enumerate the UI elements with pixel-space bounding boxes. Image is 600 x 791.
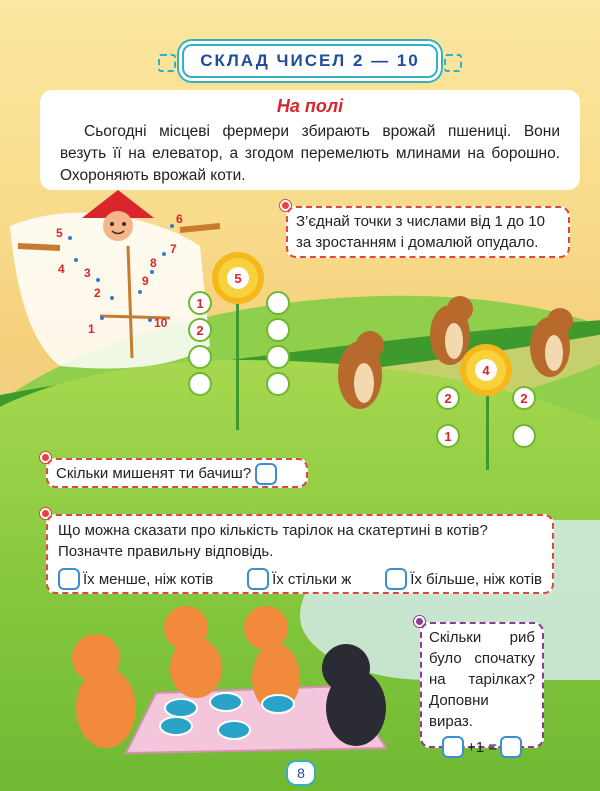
scarecrow-dot-1: 1 [88, 322, 95, 336]
flower-right-right-circle[interactable] [512, 424, 536, 448]
scarecrow-dot-marker [150, 270, 154, 274]
option-more[interactable] [385, 568, 542, 590]
story-card [40, 90, 580, 190]
plates-task [46, 514, 554, 594]
fish-expression-text: +1 = [466, 738, 498, 756]
story-title: На полі [276, 96, 344, 116]
scarecrow-dot-marker [110, 296, 114, 300]
connect-dots-task [286, 206, 570, 258]
scarecrow-dot-marker [138, 290, 142, 294]
flower-right-left-circle[interactable]: 2 [436, 386, 460, 410]
option-checkbox[interactable] [247, 568, 269, 590]
scarecrow-dot-6: 6 [176, 212, 183, 226]
scarecrow-dot-5: 5 [56, 226, 63, 240]
sunflower-stem [236, 290, 239, 430]
flower-left-center: 5 [227, 267, 249, 289]
mice-count-task [46, 458, 308, 488]
sunflower-stem [486, 380, 489, 470]
option-label: Їх більше, ніж котів [410, 570, 542, 588]
sunflower-icon [218, 258, 258, 298]
option-checkbox[interactable] [385, 568, 407, 590]
flower-left-circle[interactable] [188, 372, 212, 396]
option-label: Їх стільки ж [272, 570, 352, 588]
flower-left-circle[interactable]: 2 [188, 318, 212, 342]
scarecrow-dot-8: 8 [150, 256, 157, 270]
flower-right-circle[interactable] [266, 372, 290, 396]
option-same[interactable] [247, 568, 351, 590]
page-number [286, 760, 316, 786]
flower-right-circle[interactable] [266, 318, 290, 342]
option-fewer[interactable] [58, 568, 213, 590]
fish-answer-box-left[interactable] [442, 736, 464, 758]
scarecrow-dot-marker [162, 252, 166, 256]
fish-question: Скільки риб було спочатку на тарілках? Доповни вираз. [429, 629, 535, 730]
option-label: Їх менше, ніж котів [83, 570, 214, 588]
scarecrow-dot-9: 9 [142, 274, 149, 288]
scarecrow-dot-2: 2 [94, 286, 101, 300]
scarecrow-dot-7: 7 [170, 242, 177, 256]
fish-answer-box-right[interactable] [500, 736, 522, 758]
option-checkbox[interactable] [58, 568, 80, 590]
fish-task [420, 622, 544, 756]
scarecrow-dot-4: 4 [58, 262, 65, 276]
flower-right-circle[interactable] [266, 291, 290, 315]
scarecrow-dot-marker [96, 278, 100, 282]
scarecrow-dot-marker [100, 316, 104, 320]
scarecrow-dot-marker [74, 258, 78, 262]
mice-count-text: Скільки мишенят ти бачиш? [56, 465, 252, 482]
flower-left-circle[interactable]: 1 [188, 291, 212, 315]
mice-answer-box[interactable] [255, 463, 277, 485]
flower-right-right-circle[interactable]: 2 [512, 386, 536, 410]
flower-left-circle[interactable] [188, 345, 212, 369]
connect-dots-text: З’єднай точки з числами від 1 до 10 за зростанням і домалюй опудало. [296, 213, 545, 251]
scarecrow-dot-marker [148, 318, 152, 322]
scarecrow-dot-marker [170, 224, 174, 228]
scarecrow-dot-10: 10 [154, 316, 168, 330]
flower-right-left-circle[interactable]: 1 [436, 424, 460, 448]
scarecrow-dot-3: 3 [84, 266, 91, 280]
flower-right-center: 4 [475, 359, 497, 381]
page-title [182, 44, 438, 78]
page-number-text: 8 [297, 765, 305, 781]
page-title-text: СКЛАД ЧИСЕЛ 2 — 10 [200, 51, 420, 70]
plates-options [58, 568, 542, 590]
plates-question: Що можна сказати про кількість тарілок на скатертині в котів? Позначте правильну відповідь. [58, 522, 488, 560]
fish-expression [429, 736, 535, 758]
story-text: Сьогодні місцеві фермери збирають врожай пшениці. Вони везуть її на елеватор, а згодом перемелють млинами на борошно. Охороняють врожай коти. [60, 123, 560, 184]
sunflower-icon [466, 350, 506, 390]
scarecrow-dot-marker [68, 236, 72, 240]
flower-right-circle[interactable] [266, 345, 290, 369]
cat-icon [56, 598, 416, 758]
